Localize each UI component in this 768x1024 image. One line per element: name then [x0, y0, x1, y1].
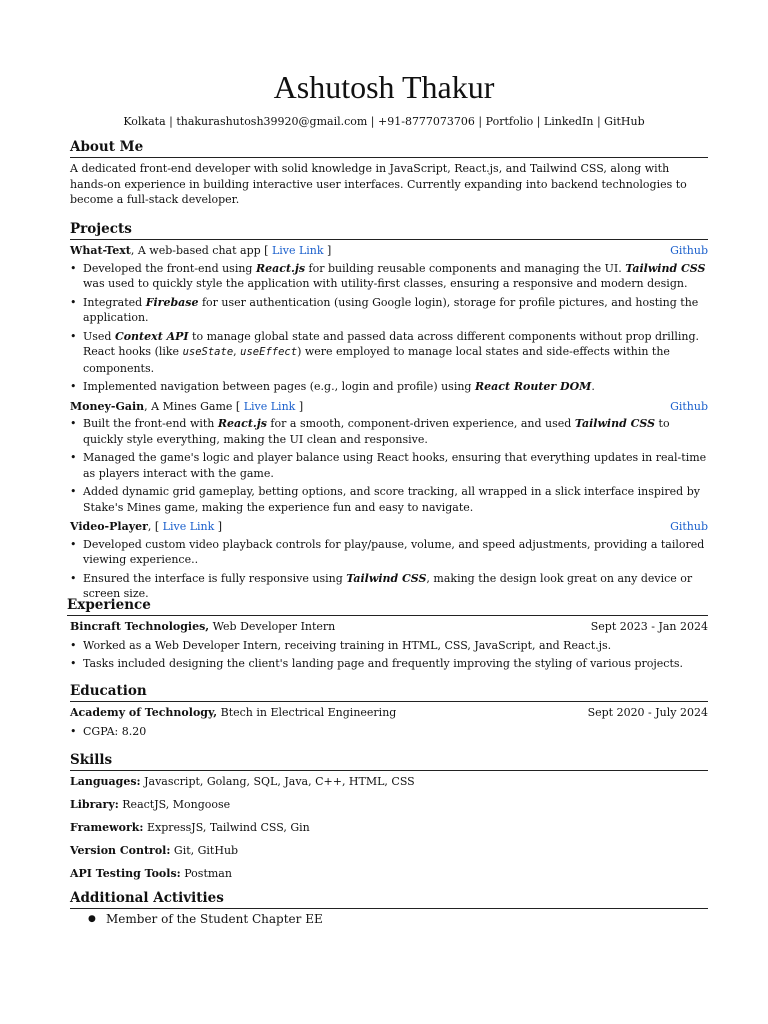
activities-heading: Additional Activities: [70, 889, 708, 909]
experience-title: [70, 619, 335, 635]
experience-org: Bincraft Technologies,: [70, 620, 210, 633]
education-section: [70, 682, 708, 742]
emphasis-term: Firebase: [145, 295, 199, 309]
skill-value: Git, GitHub: [170, 844, 239, 857]
skill-library: [70, 797, 708, 813]
education-bullet: • CGPA: 8.20: [70, 724, 708, 740]
bracket-close: ]: [323, 244, 332, 257]
emphasis-term: React.js: [217, 417, 267, 430]
project-title-row: [70, 399, 708, 415]
project-bullet: • Added dynamic grid gameplay, betting options, and score tracking, all wrapped in a slick interface inspired by Stake's Mines game, making the experience fun and easy to navigate.: [70, 484, 708, 515]
github-link[interactable]: Github: [670, 244, 708, 257]
bracket-close: ]: [214, 520, 223, 533]
project-bullet: • Ensured the interface is fully responsive using Tailwind CSS, making the design look great on any device or screen size.: [70, 571, 708, 602]
skill-label: Version Control:: [70, 844, 171, 857]
project-bullet: • Implemented navigation between pages (e.g., login and profile) using React Router DOM.: [70, 379, 708, 395]
skill-languages: [70, 774, 708, 790]
skill-api-testing: [70, 866, 708, 882]
project-bullet: • Managed the game's logic and player balance using React hooks, ensuring that everything updates in real-time as players interact with the game.: [70, 450, 708, 481]
code-term: useState: [182, 346, 234, 358]
candidate-name: Ashutosh Thakur: [273, 69, 495, 105]
emphasis-term: React Router DOM: [474, 380, 592, 393]
project-bullet: • Used Context API to manage global state and passed data across different components without prop drilling. React hooks (like useState, useEffect) were employed to manage local states and side-effects within the components.: [70, 329, 708, 377]
emphasis-term: Tailwind CSS: [574, 417, 656, 430]
live-link[interactable]: Live Link: [271, 244, 324, 257]
projects-heading: Projects: [70, 220, 708, 240]
live-link[interactable]: Live Link: [162, 520, 215, 533]
project-name: Money-Gain: [70, 399, 145, 413]
project-desc: , [: [147, 520, 163, 533]
activity-item: ● Member of the Student Chapter EE: [88, 912, 708, 928]
project-name: Video-Player: [70, 520, 148, 533]
skill-label: API Testing Tools:: [70, 867, 181, 880]
github-link[interactable]: Github: [670, 520, 708, 533]
contact-line: Kolkata | thakurashutosh39920@gmail.com | +91-8777073706 | Portfolio | LinkedIn | GitHub: [123, 115, 645, 128]
project-bullet: • Integrated Firebase for user authentication (using Google login), storage for profile pictures, and hosting the application.: [70, 295, 708, 326]
skill-value: ExpressJS, Tailwind CSS, Gin: [143, 821, 310, 834]
emphasis-term: Tailwind CSS: [625, 261, 706, 275]
about-heading: About Me: [70, 138, 708, 158]
skill-label: Framework:: [70, 821, 144, 834]
project-desc: , A web-based chat app [: [130, 244, 272, 257]
skill-value: Postman: [180, 867, 232, 880]
experience-bullet: • Worked as a Web Developer Intern, receiving training in HTML, CSS, JavaScript, and React.js.: [70, 638, 708, 654]
project-desc: , A Mines Game [: [144, 399, 244, 413]
activities-section: [70, 889, 708, 928]
education-degree: Btech in Electrical Engineering: [217, 706, 397, 719]
about-section: [70, 138, 708, 208]
experience-heading: Experience: [67, 596, 708, 616]
skills-section: [70, 751, 708, 889]
skill-value: Javascript, Golang, SQL, Java, C++, HTML, CSS: [140, 775, 415, 788]
project-title: [70, 243, 331, 259]
education-heading: Education: [70, 682, 708, 702]
live-link[interactable]: Live Link: [243, 399, 296, 413]
about-text: A dedicated front-end developer with solid knowledge in JavaScript, React.js, and Tailwind CSS, along with hands-on experience in building interactive user interfaces. Currently expanding into backend technologies to become a full-stack developer.: [70, 162, 687, 206]
education-title: [70, 705, 396, 721]
experience-dates: Sept 2023 - Jan 2024: [590, 620, 708, 633]
experience-row: [70, 619, 708, 635]
skill-label: Library:: [70, 798, 119, 811]
project-bullet: • Developed the front-end using React.js for building reusable components and managing the UI. Tailwind CSS was used to quickly style the application with utility-first classes, ensuring a responsive and modern design.: [70, 261, 708, 292]
experience-section: [67, 596, 708, 675]
skills-heading: Skills: [70, 751, 708, 771]
bracket-close: ]: [295, 399, 304, 413]
projects-list: [70, 243, 708, 602]
github-link[interactable]: Github: [670, 399, 708, 413]
project-title: [70, 519, 222, 535]
project-title: [70, 399, 303, 415]
project-entry: [70, 519, 708, 602]
education-row: [70, 705, 708, 721]
emphasis-term: Tailwind CSS: [346, 571, 427, 585]
code-term: useEffect: [240, 346, 298, 358]
project-title-row: [70, 243, 708, 259]
projects-section: [70, 220, 708, 606]
skill-version-control: [70, 843, 708, 859]
project-bullet: • Built the front-end with React.js for a smooth, component-driven experience, and used Tailwind CSS to quickly style everything, making the UI clean and responsive.: [70, 416, 708, 447]
project-bullet: • Developed custom video playback controls for play/pause, volume, and speed adjustments, providing a tailored viewing experience..: [70, 537, 708, 568]
education-org: Academy of Technology,: [70, 706, 218, 719]
skill-value: ReactJS, Mongoose: [118, 798, 231, 811]
project-entry: [70, 399, 708, 516]
emphasis-term: React.js: [255, 261, 306, 275]
experience-bullet: • Tasks included designing the client's landing page and frequently improving the styling of various projects.: [70, 656, 708, 672]
project-name: What-Text: [70, 244, 131, 257]
project-title-row: [70, 519, 708, 535]
emphasis-term: Context API: [114, 329, 189, 343]
skill-framework: [70, 820, 708, 836]
education-dates: Sept 2020 - July 2024: [587, 706, 708, 719]
skill-label: Languages:: [70, 775, 141, 788]
project-entry: [70, 243, 708, 395]
experience-role: Web Developer Intern: [209, 620, 336, 633]
